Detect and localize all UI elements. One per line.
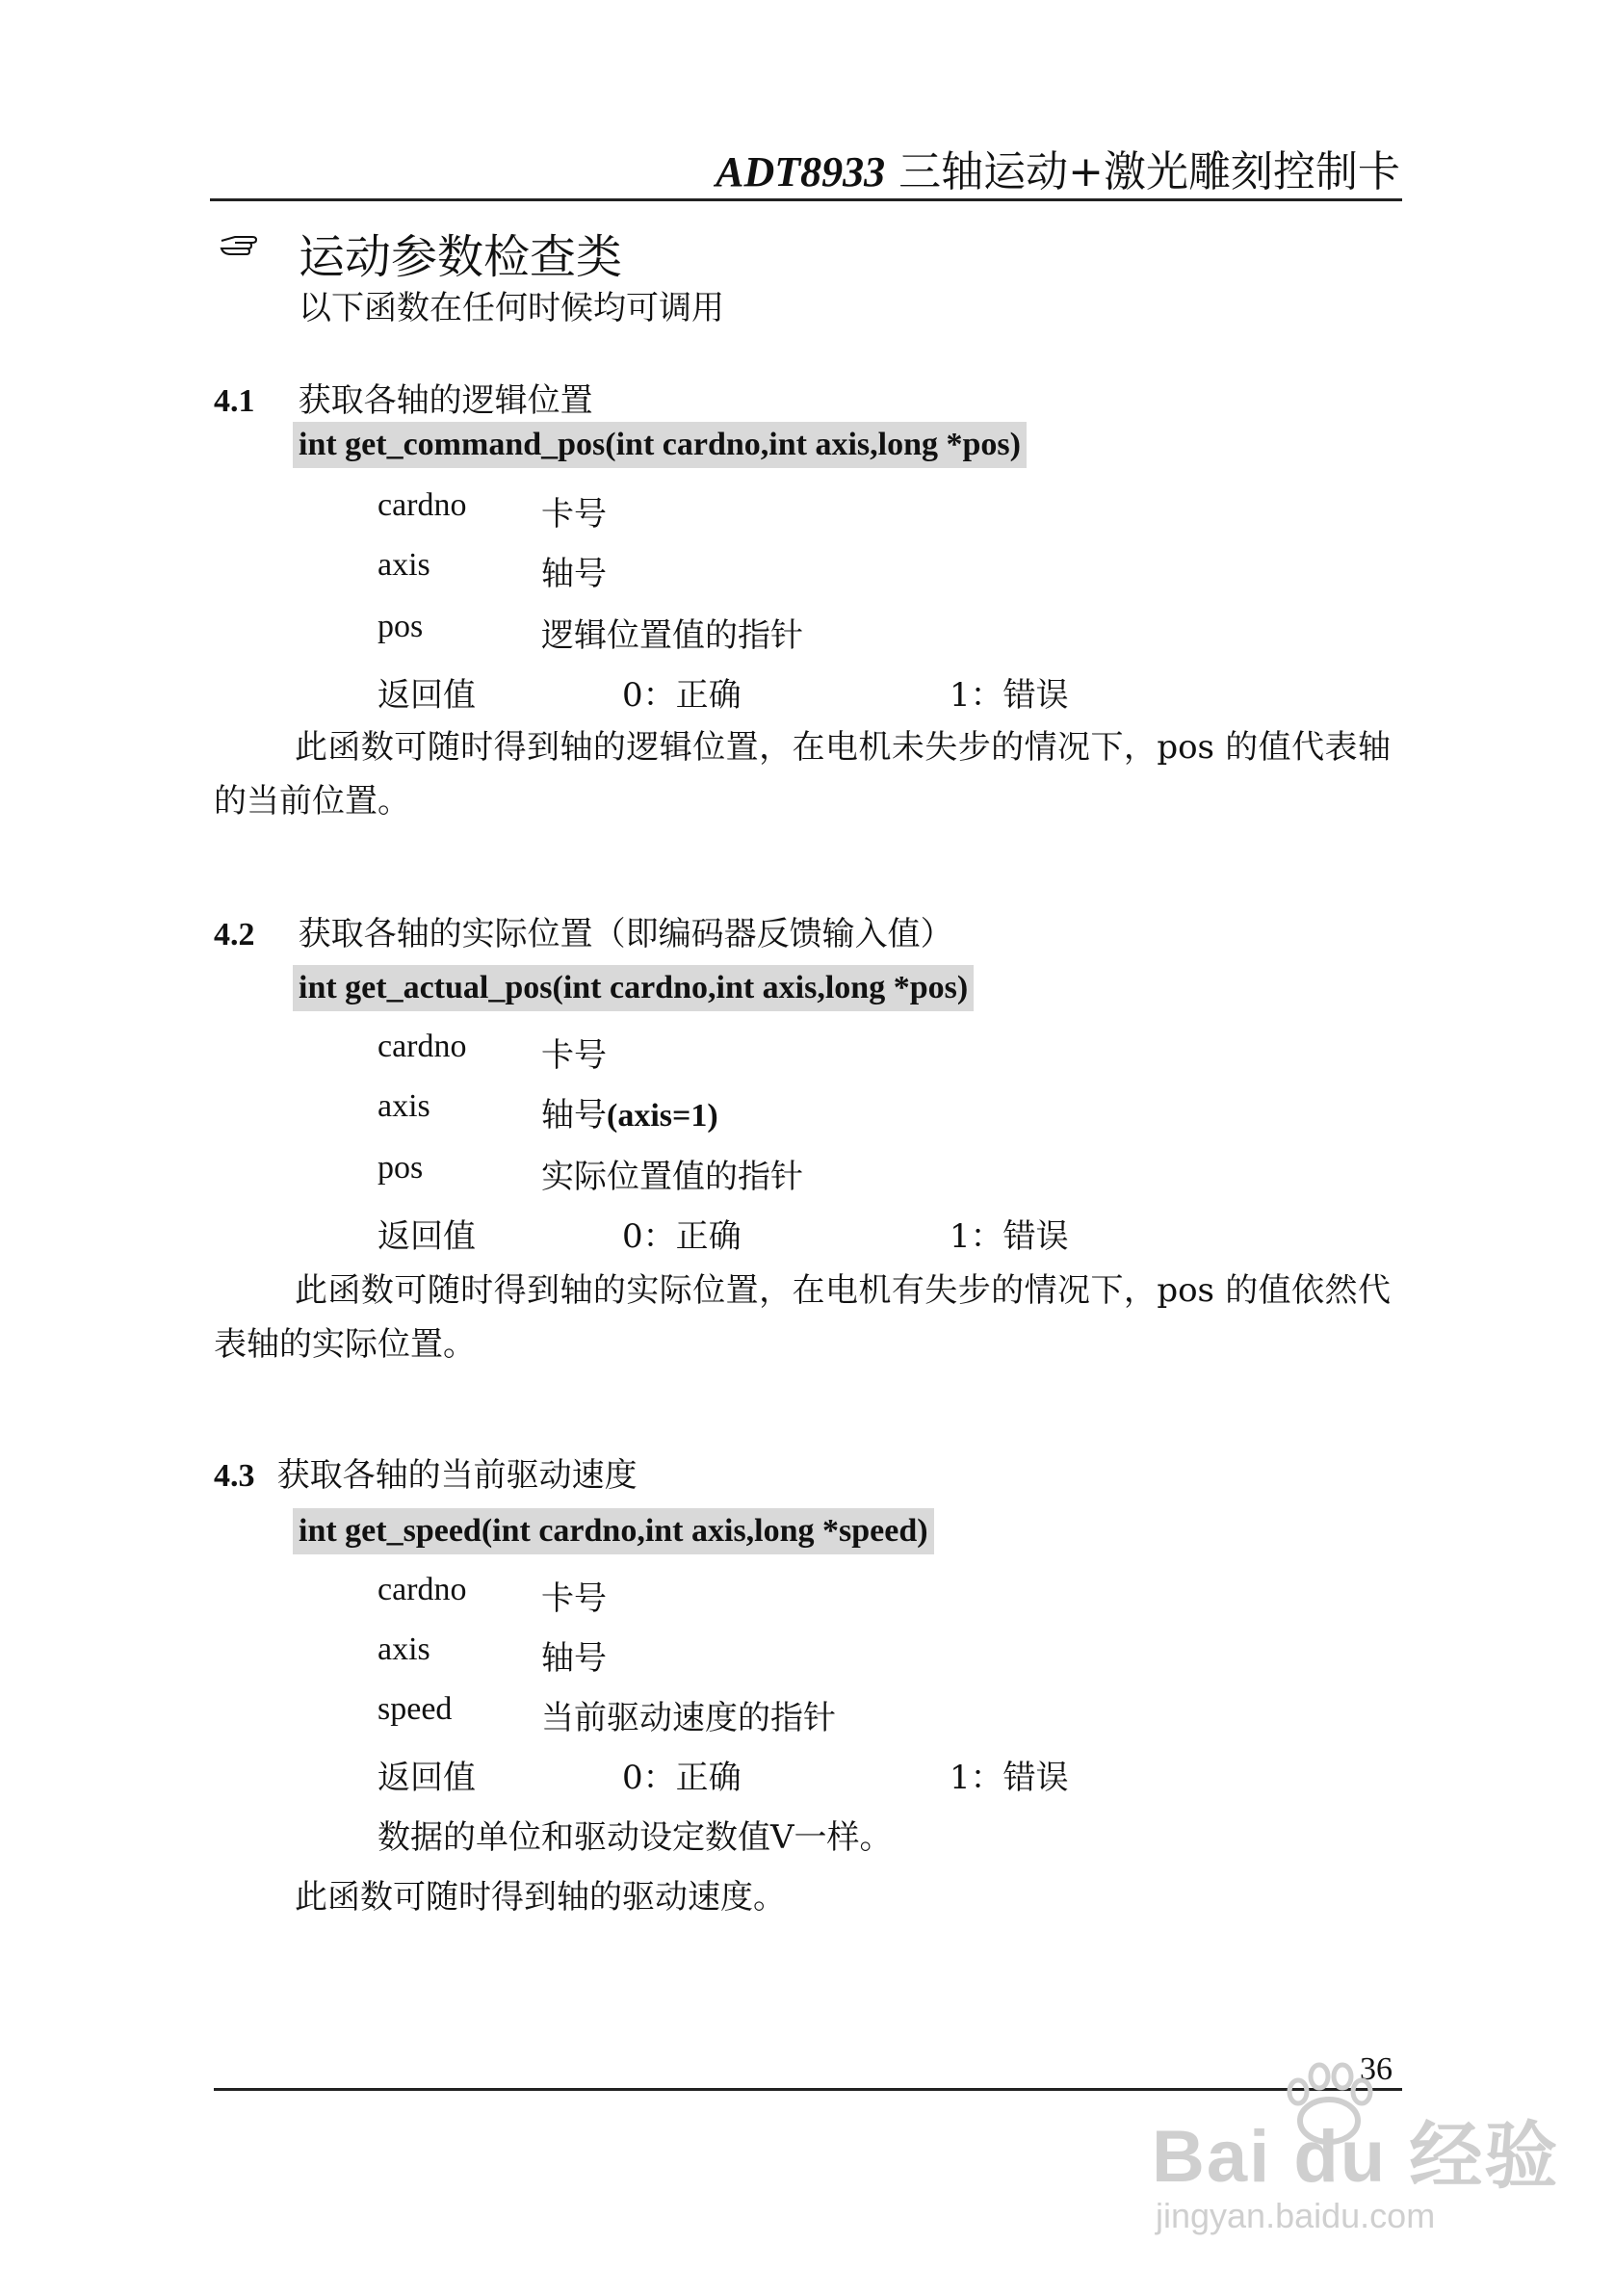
section-title: 运动参数检查类 [299, 230, 623, 284]
function-heading-4-2 [214, 907, 953, 954]
param-desc-text: 轴号 [541, 1096, 607, 1135]
param-name: pos [377, 1150, 424, 1186]
return-ok: 0：正确 [622, 676, 742, 715]
function-note: 数据的单位和驱动设定数值V一样。 [377, 1818, 893, 1857]
header-model: ADT8933 [716, 148, 886, 196]
page-number: 36 [1360, 2051, 1393, 2087]
param-desc: 轴号 [541, 1639, 607, 1678]
param-desc: 实际位置值的指针 [541, 1158, 803, 1196]
header-rule [210, 198, 1402, 201]
function-number: 4.2 [214, 917, 255, 952]
function-description: 此函数可随时得到轴的实际位置，在电机有失步的情况下，pos 的值依然代表轴的实际位置。 [214, 1271, 1391, 1364]
function-title: 获取各轴的逻辑位置 [298, 381, 593, 420]
return-label: 返回值 [377, 1759, 476, 1797]
return-error: 1：错误 [950, 1217, 1069, 1256]
function-heading-4-1 [214, 374, 593, 421]
function-signature: int get_speed(int cardno,int axis,long *speed) [293, 1508, 934, 1554]
param-name: axis [377, 547, 430, 583]
param-desc: 卡号 [541, 495, 607, 534]
param-desc: 逻辑位置值的指针 [541, 616, 803, 655]
param-desc: 卡号 [541, 1579, 607, 1618]
section-subtitle: 以下函数在任何时候均可调用 [299, 289, 724, 327]
function-title: 获取各轴的实际位置（即编码器反馈输入值） [298, 915, 953, 953]
param-name: axis [377, 1088, 430, 1124]
param-desc-note: (axis=1) [607, 1098, 718, 1134]
footer-rule [214, 2088, 1402, 2091]
return-label: 返回值 [377, 1217, 476, 1256]
param-name: speed [377, 1691, 453, 1727]
function-description: 此函数可随时得到轴的驱动速度。 [295, 1878, 786, 1917]
watermark-url: jingyan.baidu.com [1156, 2196, 1436, 2235]
param-name: cardno [377, 1029, 467, 1064]
function-number: 4.1 [214, 383, 255, 419]
watermark-logo: Bai du 经验 [1152, 2116, 1560, 2198]
function-heading-4-3 [214, 1448, 638, 1496]
function-description: 此函数可随时得到轴的逻辑位置，在电机未失步的情况下，pos 的值代表轴的当前位置。 [214, 728, 1391, 821]
header-title [716, 137, 1400, 198]
return-ok: 0：正确 [622, 1217, 742, 1256]
param-name: cardno [377, 1572, 467, 1607]
return-ok: 0：正确 [622, 1759, 742, 1797]
return-label: 返回值 [377, 676, 476, 715]
function-title: 获取各轴的当前驱动速度 [276, 1456, 638, 1495]
param-desc: 轴号 [541, 555, 607, 593]
param-desc: 当前驱动速度的指针 [541, 1699, 836, 1737]
header-product: 三轴运动+激光雕刻控制卡 [898, 147, 1400, 196]
param-desc [541, 1088, 718, 1135]
param-name: axis [377, 1631, 430, 1667]
function-signature: int get_command_pos(int cardno,int axis,long *pos) [293, 422, 1027, 468]
param-name: cardno [377, 487, 467, 523]
return-error: 1：错误 [950, 676, 1069, 715]
return-error: 1：错误 [950, 1759, 1069, 1797]
param-name: pos [377, 609, 424, 644]
function-number: 4.3 [214, 1458, 255, 1494]
function-signature: int get_actual_pos(int cardno,int axis,long *pos) [293, 965, 974, 1011]
param-desc: 卡号 [541, 1036, 607, 1075]
pointing-hand-icon [218, 227, 260, 260]
